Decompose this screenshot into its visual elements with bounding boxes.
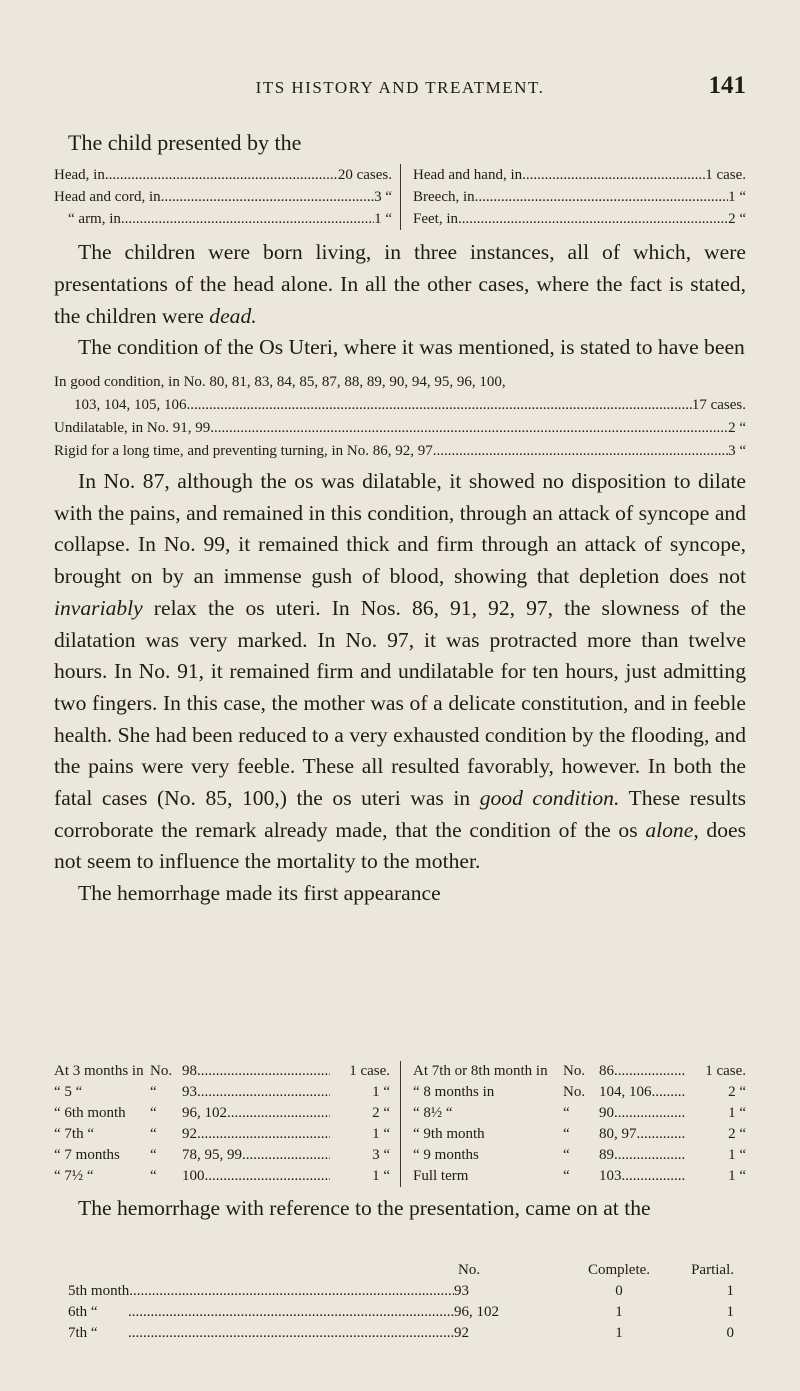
paragraph-os-uteri: The condition of the Os Uteri, where it was mentioned, is stated to have been	[78, 335, 745, 360]
emphasis-invariably: invariably	[54, 595, 143, 620]
emphasis-dead: dead.	[209, 303, 257, 328]
hemorrhage-row: “ 8 months in No. 104, 106 ..... 2 “	[413, 1082, 746, 1103]
header-complete: Complete.	[587, 1262, 651, 1278]
presentation-row: 5th month ..... 93 0 1	[68, 1281, 734, 1302]
header-partial: Partial.	[691, 1262, 734, 1278]
presentation-table-header	[68, 1260, 734, 1281]
paragraph-hemorrhage-first: The hemorrhage made its first appearance	[78, 881, 441, 906]
presented-intro: The child presented by the	[68, 130, 302, 155]
condition-good-line-2: 103, 104, 105, 106 ..... 17 cases.	[54, 394, 746, 417]
presented-right-column	[400, 164, 746, 230]
hemorrhage-row: “ 9th month “ 80, 97 ..... 2 “	[413, 1124, 746, 1145]
presented-item: Feet, in ..... 2 “	[413, 208, 746, 230]
page-header	[54, 72, 746, 106]
running-head: ITS HISTORY AND TREATMENT.	[255, 78, 545, 97]
condition-good-line: In good condition, in No. 80, 81, 83, 84, 85, 87, 88, 89, 90, 94, 95, 96, 100,	[54, 374, 506, 390]
emphasis-alone: alone	[645, 817, 694, 842]
page-number: 141	[708, 72, 746, 99]
hemorrhage-table	[54, 1061, 746, 1187]
hemorrhage-row: “ 6th month “ 96, 102 ..... 2 “	[54, 1103, 390, 1124]
hemorrhage-right-column	[400, 1061, 746, 1187]
presented-left-column	[54, 164, 400, 230]
presentation-table	[68, 1260, 734, 1344]
presented-list	[54, 164, 746, 230]
presented-item: Head, in ..... 20 cases.	[54, 164, 392, 186]
emphasis-good-condition: good condition.	[479, 786, 620, 811]
presented-item: Head and hand, in ..... 1 case.	[413, 164, 746, 186]
condition-rigid: Rigid for a long time, and preventing turning, in No. 86, 92, 97 ..... 3 “	[54, 440, 746, 463]
condition-undilatable: Undilatable, in No. 91, 99 ..... 2 “	[54, 417, 746, 440]
paragraph-dilatation: In No. 87, although the os was dilatable, it showed no disposition to dilate with the pains, and remained in this condition, through an attack of syncope and collapse. In No. 99, it remained thick and firm through an attack of syncope, brought on by an immense gush of blood, showing that depletion does not invariably relax the os uteri. In Nos. 86, 91, 92, 97, the slowness of the dilatation was very marked. In No. 97, it was protracted more than twelve hours. In No. 91, it remained firm and undilatable for ten hours, just admitting two fingers. In this case, the mother was of a delicate constitution, and in feeble health. She had been reduced to a very exhausted condition by the flooding, and the pains were very feeble. These all resulted favorably, however. In both the fatal cases (No. 85, 100,) the os uteri was in good condition. These results corroborate the remark already made, that the condition of the os alone, does not seem to influence the mortality to the mother. The hemorrhage made its first appearance	[54, 469, 746, 906]
presentation-row: 7th “ ..... 92 1 0	[68, 1323, 734, 1344]
hemorrhage-row: At 7th or 8th month in No. 86 ..... 1 case.	[413, 1061, 746, 1082]
paragraph-children-born: The children were born living, in three instances, all of which, were presentations of the head alone. In all the other cases, where the fact is stated, the children were dead. The condition of the Os Uteri, where it was mentioned, is stated to have been	[54, 240, 746, 360]
paragraph-hemorrhage-presentation: The hemorrhage with reference to the presentation, came on at the	[78, 1196, 651, 1220]
hemorrhage-row: “ 7 months “ 78, 95, 99 ..... 3 “	[54, 1145, 390, 1166]
hemorrhage-row: “ 7th “ “ 92 ..... 1 “	[54, 1124, 390, 1145]
presented-item: Breech, in ..... 1 “	[413, 186, 746, 208]
presented-item: Head and cord, in ..... 3 “	[54, 186, 392, 208]
hemorrhage-row: “ 5 “ “ 93 ..... 1 “	[54, 1082, 390, 1103]
hemorrhage-row: “ 8½ “ “ 90 ..... 1 “	[413, 1103, 746, 1124]
presentation-row: 6th “ ..... 96, 102 1 1	[68, 1302, 734, 1323]
hemorrhage-row: “ 9 months “ 89 ..... 1 “	[413, 1145, 746, 1166]
header-no: No.	[458, 1262, 481, 1278]
condition-list	[54, 371, 746, 463]
page	[54, 0, 746, 1391]
hemorrhage-row: Full term “ 103 ..... 1 “	[413, 1166, 746, 1187]
hemorrhage-row: “ 7½ “ “ 100 ..... 1 “	[54, 1166, 390, 1187]
presented-item: “ arm, in ..... 1 “	[54, 208, 392, 230]
hemorrhage-row: At 3 months in No. 98 ..... 1 case.	[54, 1061, 390, 1082]
hemorrhage-left-column	[54, 1061, 400, 1187]
